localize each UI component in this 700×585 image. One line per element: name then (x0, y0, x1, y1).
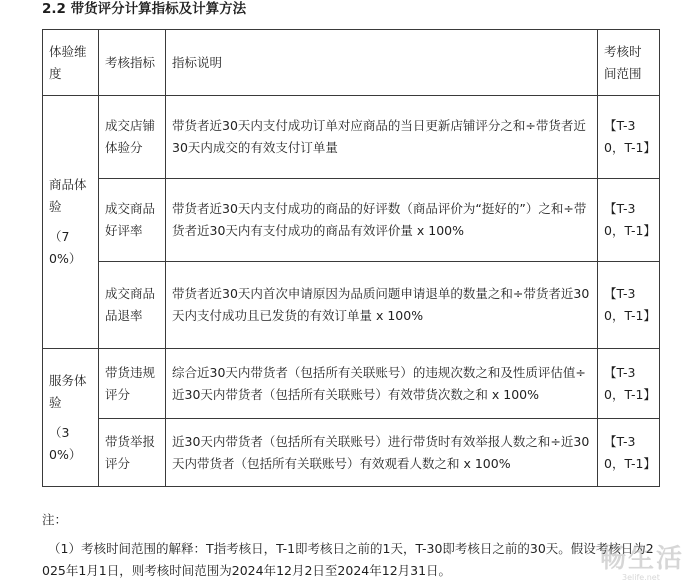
table-row (43, 419, 660, 487)
description-cell: 综合近30天内带货者（包括所有关联账号）的违规次数之和及性质评估值÷近30天内带货者（包括所有关联账号）有效带货次数之和 x 100% (166, 349, 598, 419)
dimension-label: 商品体验 (49, 177, 87, 214)
period-cell: 【T-30，T-1】 (598, 349, 660, 419)
dimension-label: 服务体验 (49, 372, 87, 410)
table-row (43, 179, 660, 262)
dimension-weight: （30%） (49, 424, 82, 462)
metric-cell: 带货举报评分 (99, 419, 166, 487)
table-row (43, 96, 660, 179)
header-period: 考核时间范围 (598, 30, 660, 96)
header-dimension: 体验维度 (43, 30, 99, 96)
description-cell: 带货者近30天内支付成功的商品的好评数（商品评价为“挺好的”）之和÷带货者近30天内有支付成功的商品有效评价量 x 100% (166, 179, 598, 262)
note-item: （1）考核时间范围的解释：T指考核日，T-1即考核日之前的1天，T-30即考核日之前的30天。假设考核日为2025年1月1日，则考核时间范围为2024年12月2日至2024年12月31日。 (42, 541, 654, 578)
metrics-table (42, 29, 660, 487)
notes-label: 注： (42, 512, 68, 527)
watermark-url: 3elife.net (622, 573, 660, 582)
metric-cell: 带货违规评分 (99, 349, 166, 419)
table-row (43, 349, 660, 419)
metric-cell: 成交商品好评率 (99, 179, 166, 262)
period-cell: 【T-30，T-1】 (598, 262, 660, 349)
watermark-logo-text: 畅生活 (600, 544, 685, 574)
period-cell: 【T-30，T-1】 (598, 179, 660, 262)
site-watermark (600, 538, 698, 584)
description-cell: 近30天内带货者（包括所有关联账号）进行带货时有效举报人数之和÷近30天内带货者（包括所有关联账号）有效观看人数之和 x 100% (166, 419, 598, 487)
metric-cell: 成交商品品退率 (99, 262, 166, 349)
dimension-cell-service (43, 349, 99, 487)
dimension-cell-product (43, 96, 99, 349)
description-cell: 带货者近30天内支付成功订单对应商品的当日更新店铺评分之和÷带货者近30天内成交的有效支付订单量 (166, 96, 598, 179)
header-metric: 考核指标 (99, 30, 166, 96)
dimension-weight: （70%） (49, 229, 82, 266)
metric-cell: 成交店铺体验分 (99, 96, 166, 179)
description-cell: 带货者近30天内首次申请原因为品质问题申请退单的数量之和÷带货者近30天内支付成功且已发货的有效订单量 x 100% (166, 262, 598, 349)
period-cell: 【T-30，T-1】 (598, 96, 660, 179)
section-title: 2.2 带货评分计算指标及计算方法 (42, 1, 247, 17)
table-header-row (43, 30, 660, 96)
header-description: 指标说明 (166, 30, 598, 96)
period-cell: 【T-30，T-1】 (598, 419, 660, 487)
table-row (43, 262, 660, 349)
